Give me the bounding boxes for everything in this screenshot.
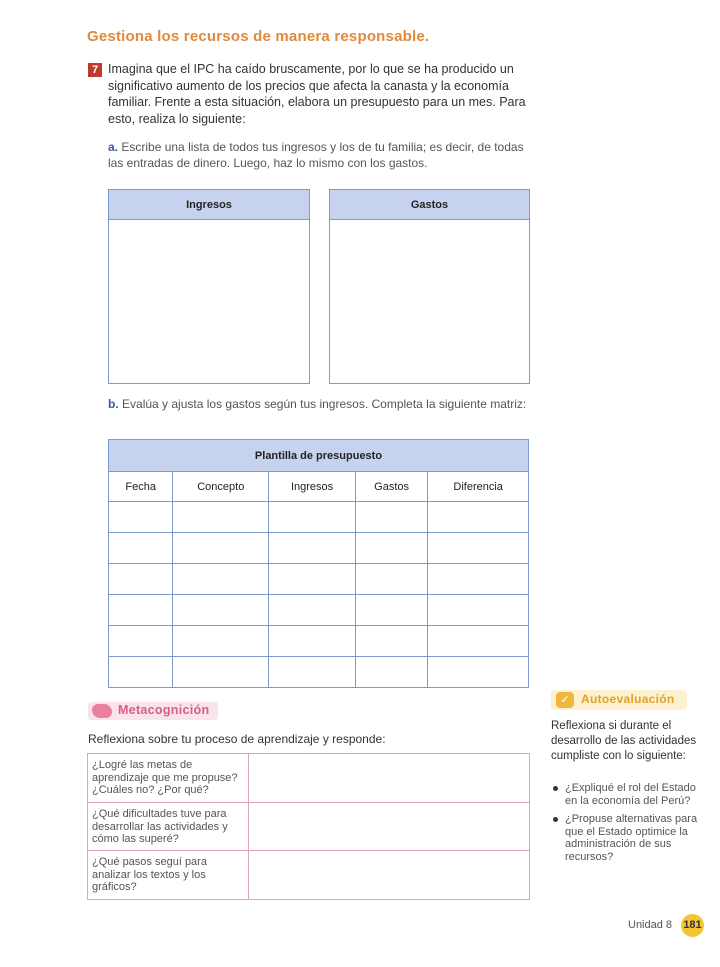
column-header-diferencia: Diferencia [428, 472, 529, 502]
question-text: Imagina que el IPC ha caído bruscamente, por lo que se ha producido un significativo aumento de los precios que afecta la canasta y la economía familiar. Frente a esta situación, elabora un presupuesto para un mes. Para esto, realiza lo siguiente: [108, 62, 526, 126]
budget-table-title: Plantilla de presupuesto [109, 440, 529, 472]
table-cell[interactable] [355, 502, 428, 533]
table-cell[interactable] [173, 533, 269, 564]
budget-table [108, 439, 529, 688]
gastos-header: Gastos [330, 190, 529, 220]
table-cell[interactable] [269, 657, 356, 688]
footer-unit: Unidad 8 [628, 919, 673, 931]
table-cell[interactable] [355, 595, 428, 626]
autoevaluacion-intro: Reflexiona si durante el desarrollo de las actividades cumpliste con lo siguiente: [551, 720, 697, 762]
column-header-concepto: Concepto [173, 472, 269, 502]
table-cell[interactable] [269, 564, 356, 595]
table-row [109, 564, 529, 595]
ingresos-box [108, 189, 310, 384]
table-cell[interactable] [355, 657, 428, 688]
metacognicion-question: ¿Qué pasos seguí para analizar los textos y los gráficos? [88, 851, 249, 900]
table-row [88, 803, 530, 851]
table-cell[interactable] [428, 502, 529, 533]
autoevaluacion-list [551, 782, 701, 869]
column-header-gastos: Gastos [355, 472, 428, 502]
autoevaluacion-item: ¿Propuse alternativas para que el Estado optimice la administración de sus recursos? [565, 813, 698, 863]
metacognicion-question: ¿Qué dificultades tuve para desarrollar las actividades y cómo las superé? [88, 803, 249, 851]
metacognicion-question: ¿Logré las metas de aprendizaje que me propuse? ¿Cuáles no? ¿Por qué? [88, 754, 249, 803]
table-cell[interactable] [428, 564, 529, 595]
table-cell[interactable] [109, 626, 173, 657]
table-cell[interactable] [428, 533, 529, 564]
section-title: Gestiona los recursos de manera responsable. [87, 28, 430, 45]
table-cell[interactable] [173, 502, 269, 533]
table-cell[interactable] [355, 626, 428, 657]
table-cell[interactable] [269, 595, 356, 626]
part-b [108, 396, 533, 412]
table-cell[interactable] [109, 502, 173, 533]
table-cell[interactable] [355, 564, 428, 595]
table-cell[interactable] [173, 595, 269, 626]
table-cell[interactable] [109, 657, 173, 688]
part-a-text: Escribe una lista de todos tus ingresos y los de tu familia; es decir, de todas las entradas de dinero. Luego, haz lo mismo con los gastos. [108, 140, 524, 170]
metacognition-icon [92, 704, 112, 718]
question-number-badge: 7 [88, 63, 102, 77]
metacognicion-title: Metacognición [118, 703, 210, 717]
answer-cell[interactable] [249, 803, 530, 851]
part-a-letter: a. [108, 140, 119, 154]
part-b-letter: b. [108, 397, 119, 411]
table-row [88, 851, 530, 900]
table-cell[interactable] [109, 533, 173, 564]
table-cell[interactable] [428, 657, 529, 688]
gastos-box [329, 189, 530, 384]
table-cell[interactable] [355, 533, 428, 564]
ingresos-header: Ingresos [109, 190, 309, 220]
table-cell[interactable] [173, 626, 269, 657]
table-cell[interactable] [173, 657, 269, 688]
answer-cell[interactable] [249, 851, 530, 900]
bullet-icon [553, 786, 558, 791]
table-cell[interactable] [269, 502, 356, 533]
list-item [551, 782, 701, 807]
table-row [88, 754, 530, 803]
table-row [109, 657, 529, 688]
autoevaluacion-item: ¿Expliqué el rol del Estado en la economía del Perú? [565, 782, 696, 807]
table-cell[interactable] [109, 564, 173, 595]
table-cell[interactable] [269, 533, 356, 564]
table-row [109, 595, 529, 626]
table-cell[interactable] [109, 595, 173, 626]
table-cell[interactable] [269, 626, 356, 657]
autoevaluacion-title: Autoevaluación [581, 692, 675, 706]
table-row [109, 502, 529, 533]
table-cell[interactable] [428, 595, 529, 626]
part-b-text: Evalúa y ajusta los gastos según tus ingresos. Completa la siguiente matriz: [122, 397, 527, 411]
list-item [551, 813, 701, 863]
table-cell[interactable] [428, 626, 529, 657]
page-number: 181 [681, 914, 704, 937]
metacognicion-table [87, 753, 530, 900]
check-icon: ✓ [556, 692, 574, 708]
table-row [109, 626, 529, 657]
table-cell[interactable] [173, 564, 269, 595]
metacognicion-instruction: Reflexiona sobre tu proceso de aprendizaje y responde: [88, 732, 386, 746]
bullet-icon [553, 817, 558, 822]
column-header-ingresos: Ingresos [269, 472, 356, 502]
answer-cell[interactable] [249, 754, 530, 803]
part-a [108, 139, 533, 171]
column-header-fecha: Fecha [109, 472, 173, 502]
table-row [109, 533, 529, 564]
